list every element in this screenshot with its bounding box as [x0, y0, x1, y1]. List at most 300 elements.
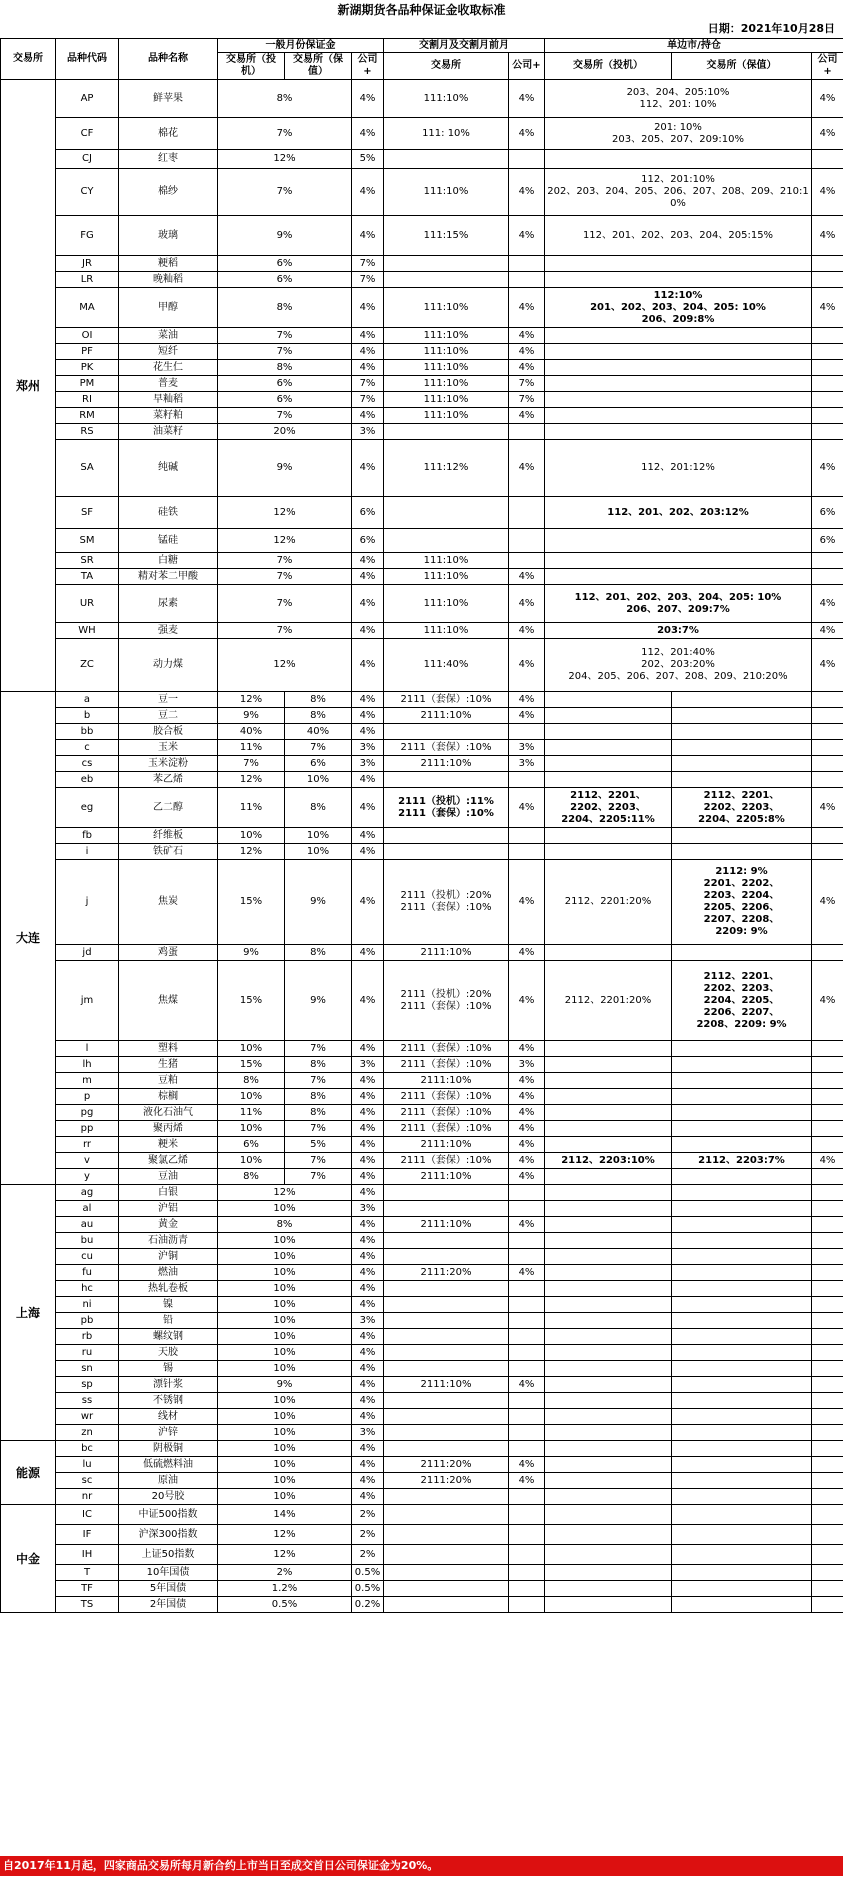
company-add-cell: 3% [352, 1057, 384, 1073]
unilateral-hedge-cell [672, 844, 812, 860]
unilateral-hedge-cell [672, 1121, 812, 1137]
delivery-company-cell: 4% [509, 360, 545, 376]
name-cell: 铁矿石 [119, 844, 218, 860]
delivery-margin-cell [384, 1545, 509, 1565]
table-row [1, 1457, 843, 1473]
unilateral-hedge-cell [672, 1345, 812, 1361]
company-add-cell: 4% [352, 1361, 384, 1377]
delivery-company-cell [509, 497, 545, 529]
unilateral-company-cell [812, 772, 843, 788]
unilateral-company-cell [812, 1185, 843, 1201]
unilateral-hedge-cell [672, 1565, 812, 1581]
unilateral-company-cell [812, 150, 843, 169]
unilateral-margin-cell: 112:10% 201、202、203、204、205: 10% 206、209:8% [545, 288, 812, 328]
unilateral-company-cell [812, 1041, 843, 1057]
name-cell: 早籼稻 [119, 392, 218, 408]
code-cell: i [56, 844, 119, 860]
delivery-margin-cell [384, 1329, 509, 1345]
table-row [1, 1169, 843, 1185]
delivery-company-cell: 3% [509, 740, 545, 756]
company-add-cell: 3% [352, 1425, 384, 1441]
general-margin-cell: 8% [218, 80, 352, 118]
delivery-margin-cell [384, 497, 509, 529]
code-cell: hc [56, 1281, 119, 1297]
header-delivery: 交割月及交割月前月 [384, 39, 545, 53]
name-cell: 菜籽粕 [119, 408, 218, 424]
general-margin-cell: 7% [218, 623, 352, 639]
general-margin-cell: 6% [218, 392, 352, 408]
name-cell: 聚丙烯 [119, 1121, 218, 1137]
delivery-company-cell [509, 529, 545, 553]
company-add-cell: 4% [352, 169, 384, 216]
delivery-margin-cell [384, 1393, 509, 1409]
delivery-margin-cell: 111:12% [384, 440, 509, 497]
unilateral-hedge-cell [672, 1233, 812, 1249]
name-cell: 液化石油气 [119, 1105, 218, 1121]
unilateral-company-cell: 4% [812, 80, 843, 118]
table-row [1, 529, 843, 553]
unilateral-company-cell [812, 272, 843, 288]
company-add-cell: 2% [352, 1525, 384, 1545]
page-title: 新湖期货各品种保证金收取标准 [337, 3, 506, 17]
name-cell: 纤维板 [119, 828, 218, 844]
name-cell: 漂针浆 [119, 1377, 218, 1393]
unilateral-company-cell [812, 1525, 843, 1545]
unilateral-hedge-cell [672, 1105, 812, 1121]
company-add-cell: 4% [352, 408, 384, 424]
delivery-margin-cell: 2111（套保）:10% [384, 692, 509, 708]
unilateral-margin-cell: 112、201:12% [545, 440, 812, 497]
unilateral-hedge-cell [672, 1441, 812, 1457]
header-spec: 交易所（投机） [218, 53, 285, 80]
hedge-margin-cell: 8% [285, 692, 352, 708]
code-cell: UR [56, 585, 119, 623]
company-add-cell: 4% [352, 288, 384, 328]
delivery-margin-cell: 111:10% [384, 376, 509, 392]
name-cell: 豆粕 [119, 1073, 218, 1089]
company-add-cell: 4% [352, 724, 384, 740]
unilateral-hedge-cell: 2112、2201、 2202、2203、 2204、2205、 2206、2207、 2208、2209: 9% [672, 961, 812, 1041]
name-cell: 焦炭 [119, 860, 218, 945]
company-add-cell: 3% [352, 1201, 384, 1217]
code-cell: T [56, 1565, 119, 1581]
unilateral-company-cell: 4% [812, 585, 843, 623]
delivery-margin-cell: 111:10% [384, 553, 509, 569]
unilateral-spec-cell [545, 756, 672, 772]
unilateral-company-cell [812, 740, 843, 756]
table-row [1, 440, 843, 497]
code-cell: IH [56, 1545, 119, 1565]
spec-margin-cell: 12% [218, 844, 285, 860]
unilateral-company-cell [812, 1361, 843, 1377]
table-row [1, 392, 843, 408]
company-add-cell: 3% [352, 424, 384, 440]
general-margin-cell: 8% [218, 288, 352, 328]
name-cell: 尿素 [119, 585, 218, 623]
code-cell: eg [56, 788, 119, 828]
spec-margin-cell: 11% [218, 788, 285, 828]
code-cell: cs [56, 756, 119, 772]
delivery-company-cell: 4% [509, 118, 545, 150]
unilateral-hedge-cell [672, 1313, 812, 1329]
delivery-company-cell [509, 1361, 545, 1377]
table-row [1, 1041, 843, 1057]
unilateral-company-cell [812, 1121, 843, 1137]
delivery-margin-cell: 2111:10% [384, 708, 509, 724]
unilateral-spec-cell [545, 1185, 672, 1201]
delivery-margin-cell: 111:10% [384, 408, 509, 424]
header-unilateral-company: 公司+ [812, 53, 843, 80]
spec-margin-cell: 15% [218, 961, 285, 1041]
spec-margin-cell: 15% [218, 860, 285, 945]
company-add-cell: 4% [352, 844, 384, 860]
general-margin-cell: 10% [218, 1313, 352, 1329]
unilateral-company-cell [812, 1089, 843, 1105]
footer-note: 自2017年11月起，四家商品交易所每月新合约上市当日至成交首日公司保证金为20%。 [0, 1856, 843, 1876]
general-margin-cell: 7% [218, 118, 352, 150]
table-row [1, 1073, 843, 1089]
unilateral-spec-cell [545, 1377, 672, 1393]
code-cell: c [56, 740, 119, 756]
unilateral-spec-cell [545, 724, 672, 740]
name-cell: 白糖 [119, 553, 218, 569]
table-row [1, 408, 843, 424]
table-row [1, 1377, 843, 1393]
unilateral-spec-cell [545, 1249, 672, 1265]
delivery-company-cell: 4% [509, 288, 545, 328]
code-cell: pg [56, 1105, 119, 1121]
unilateral-hedge-cell [672, 1377, 812, 1393]
company-add-cell: 4% [352, 945, 384, 961]
unilateral-company-cell [812, 376, 843, 392]
delivery-margin-cell: 2111:10% [384, 1217, 509, 1233]
code-cell: wr [56, 1409, 119, 1425]
delivery-company-cell: 4% [509, 961, 545, 1041]
table-row [1, 1409, 843, 1425]
code-cell: cu [56, 1249, 119, 1265]
general-margin-cell: 10% [218, 1201, 352, 1217]
header-general: 一般月份保证金 [218, 39, 384, 53]
unilateral-company-cell [812, 945, 843, 961]
name-cell: 玉米 [119, 740, 218, 756]
company-add-cell: 6% [352, 529, 384, 553]
unilateral-margin-cell: 112、201:10% 202、203、204、205、206、207、208、209、210:10% [545, 169, 812, 216]
general-margin-cell: 9% [218, 216, 352, 256]
unilateral-margin-cell [545, 150, 812, 169]
unilateral-hedge-cell [672, 1545, 812, 1565]
unilateral-company-cell [812, 360, 843, 376]
delivery-margin-cell: 2111（投机）:20% 2111（套保）:10% [384, 860, 509, 945]
unilateral-company-cell [812, 1201, 843, 1217]
name-cell: 5年国债 [119, 1581, 218, 1597]
name-cell: 铅 [119, 1313, 218, 1329]
unilateral-company-cell: 4% [812, 860, 843, 945]
unilateral-hedge-cell [672, 1425, 812, 1441]
table-row [1, 169, 843, 216]
delivery-margin-cell: 2111（投机）:11% 2111（套保）:10% [384, 788, 509, 828]
table-row [1, 553, 843, 569]
company-add-cell: 4% [352, 1185, 384, 1201]
general-margin-cell: 12% [218, 1525, 352, 1545]
code-cell: SF [56, 497, 119, 529]
unilateral-spec-cell: 2112、2203:10% [545, 1153, 672, 1169]
delivery-margin-cell [384, 256, 509, 272]
unilateral-hedge-cell [672, 1473, 812, 1489]
unilateral-margin-cell: 203、204、205:10% 112、201: 10% [545, 80, 812, 118]
table-row [1, 860, 843, 945]
delivery-margin-cell: 2111:10% [384, 1137, 509, 1153]
code-cell: ni [56, 1297, 119, 1313]
general-margin-cell: 10% [218, 1233, 352, 1249]
unilateral-company-cell [812, 1545, 843, 1565]
delivery-margin-cell [384, 724, 509, 740]
table-row [1, 740, 843, 756]
table-row [1, 1345, 843, 1361]
delivery-margin-cell [384, 772, 509, 788]
unilateral-company-cell [812, 724, 843, 740]
unilateral-spec-cell [545, 828, 672, 844]
code-cell: ru [56, 1345, 119, 1361]
code-cell: PM [56, 376, 119, 392]
delivery-company-cell: 4% [509, 1073, 545, 1089]
unilateral-margin-cell [545, 529, 812, 553]
table-row [1, 1565, 843, 1581]
general-margin-cell: 6% [218, 272, 352, 288]
name-cell: 豆二 [119, 708, 218, 724]
general-margin-cell: 10% [218, 1345, 352, 1361]
name-cell: 镍 [119, 1297, 218, 1313]
unilateral-spec-cell [545, 1525, 672, 1545]
code-cell: LR [56, 272, 119, 288]
delivery-company-cell: 7% [509, 376, 545, 392]
unilateral-margin-cell: 112、201、202、203、204、205: 10% 206、207、209:7% [545, 585, 812, 623]
delivery-company-cell: 4% [509, 1137, 545, 1153]
table-row [1, 256, 843, 272]
code-cell: lh [56, 1057, 119, 1073]
table-row [1, 118, 843, 150]
unilateral-hedge-cell [672, 1505, 812, 1525]
general-margin-cell: 10% [218, 1361, 352, 1377]
unilateral-hedge-cell [672, 724, 812, 740]
delivery-company-cell [509, 844, 545, 860]
code-cell: sp [56, 1377, 119, 1393]
company-add-cell: 4% [352, 772, 384, 788]
code-cell: PF [56, 344, 119, 360]
delivery-margin-cell: 2111:10% [384, 756, 509, 772]
unilateral-spec-cell [545, 1565, 672, 1581]
unilateral-margin-cell [545, 569, 812, 585]
name-cell: 豆油 [119, 1169, 218, 1185]
company-add-cell: 4% [352, 1169, 384, 1185]
name-cell: 沪锌 [119, 1425, 218, 1441]
code-cell: MA [56, 288, 119, 328]
company-add-cell: 4% [352, 1473, 384, 1489]
company-add-cell: 3% [352, 1313, 384, 1329]
spec-margin-cell: 11% [218, 740, 285, 756]
unilateral-company-cell [812, 1281, 843, 1297]
unilateral-company-cell: 4% [812, 440, 843, 497]
code-cell: nr [56, 1489, 119, 1505]
company-add-cell: 4% [352, 1121, 384, 1137]
name-cell: 晚籼稻 [119, 272, 218, 288]
name-cell: 沪铝 [119, 1201, 218, 1217]
delivery-margin-cell: 111:10% [384, 569, 509, 585]
unilateral-hedge-cell [672, 756, 812, 772]
unilateral-spec-cell [545, 1105, 672, 1121]
general-margin-cell: 10% [218, 1393, 352, 1409]
table-row [1, 1201, 843, 1217]
table-row [1, 1581, 843, 1597]
unilateral-spec-cell [545, 1545, 672, 1565]
name-cell: 焦煤 [119, 961, 218, 1041]
name-cell: 强麦 [119, 623, 218, 639]
spec-margin-cell: 9% [218, 708, 285, 724]
code-cell: j [56, 860, 119, 945]
table-row [1, 1089, 843, 1105]
unilateral-hedge-cell [672, 692, 812, 708]
table-row [1, 1441, 843, 1457]
company-add-cell: 7% [352, 272, 384, 288]
unilateral-company-cell [812, 569, 843, 585]
spec-margin-cell: 10% [218, 828, 285, 844]
name-cell: 乙二醇 [119, 788, 218, 828]
company-add-cell: 2% [352, 1505, 384, 1525]
code-cell: rr [56, 1137, 119, 1153]
code-cell: fu [56, 1265, 119, 1281]
name-cell: 锡 [119, 1361, 218, 1377]
company-add-cell: 7% [352, 256, 384, 272]
general-margin-cell: 7% [218, 344, 352, 360]
general-margin-cell: 12% [218, 1185, 352, 1201]
delivery-company-cell: 4% [509, 639, 545, 692]
unilateral-spec-cell [545, 692, 672, 708]
delivery-company-cell: 4% [509, 860, 545, 945]
name-cell: 硅铁 [119, 497, 218, 529]
unilateral-spec-cell [545, 1297, 672, 1313]
delivery-company-cell: 4% [509, 1265, 545, 1281]
unilateral-hedge-cell [672, 1361, 812, 1377]
unilateral-spec-cell [545, 1329, 672, 1345]
company-add-cell: 4% [352, 692, 384, 708]
unilateral-hedge-cell [672, 1185, 812, 1201]
delivery-company-cell: 4% [509, 1217, 545, 1233]
code-cell: IF [56, 1525, 119, 1545]
delivery-margin-cell [384, 1581, 509, 1597]
unilateral-spec-cell [545, 1233, 672, 1249]
name-cell: 菜油 [119, 328, 218, 344]
company-add-cell: 4% [352, 1233, 384, 1249]
name-cell: 甲醇 [119, 288, 218, 328]
code-cell: ag [56, 1185, 119, 1201]
company-add-cell: 4% [352, 1409, 384, 1425]
unilateral-spec-cell [545, 1169, 672, 1185]
delivery-margin-cell: 2111:10% [384, 945, 509, 961]
hedge-margin-cell: 7% [285, 1153, 352, 1169]
unilateral-company-cell [812, 1233, 843, 1249]
unilateral-margin-cell: 112、201、202、203、204、205:15% [545, 216, 812, 256]
delivery-margin-cell: 2111（套保）:10% [384, 1057, 509, 1073]
delivery-company-cell: 3% [509, 1057, 545, 1073]
spec-margin-cell: 9% [218, 945, 285, 961]
delivery-company-cell [509, 1313, 545, 1329]
delivery-margin-cell [384, 828, 509, 844]
unilateral-company-cell [812, 1489, 843, 1505]
table-row [1, 272, 843, 288]
unilateral-company-cell [812, 1393, 843, 1409]
code-cell: rb [56, 1329, 119, 1345]
code-cell: m [56, 1073, 119, 1089]
name-cell: 10年国债 [119, 1565, 218, 1581]
delivery-margin-cell [384, 272, 509, 288]
unilateral-company-cell: 4% [812, 639, 843, 692]
name-cell: 棉花 [119, 118, 218, 150]
unilateral-spec-cell [545, 945, 672, 961]
company-add-cell: 4% [352, 828, 384, 844]
name-cell: 红枣 [119, 150, 218, 169]
table-row [1, 623, 843, 639]
table-row [1, 1361, 843, 1377]
general-margin-cell: 10% [218, 1281, 352, 1297]
delivery-company-cell [509, 828, 545, 844]
table-row [1, 1393, 843, 1409]
general-margin-cell: 9% [218, 1377, 352, 1393]
unilateral-spec-cell [545, 1505, 672, 1525]
delivery-company-cell [509, 1185, 545, 1201]
unilateral-company-cell [812, 1581, 843, 1597]
unilateral-spec-cell [545, 1041, 672, 1057]
general-margin-cell: 10% [218, 1297, 352, 1313]
header-company: 公司+ [352, 53, 384, 80]
margin-table [0, 38, 843, 1613]
code-cell: a [56, 692, 119, 708]
header-delivery-exchange: 交易所 [384, 53, 509, 80]
unilateral-company-cell [812, 1473, 843, 1489]
unilateral-spec-cell [545, 1201, 672, 1217]
name-cell: 原油 [119, 1473, 218, 1489]
delivery-company-cell [509, 1201, 545, 1217]
name-cell: 精对苯二甲酸 [119, 569, 218, 585]
general-margin-cell: 14% [218, 1505, 352, 1525]
hedge-margin-cell: 7% [285, 1169, 352, 1185]
delivery-company-cell [509, 1329, 545, 1345]
table-row [1, 772, 843, 788]
general-margin-cell: 7% [218, 408, 352, 424]
table-row [1, 1525, 843, 1545]
spec-margin-cell: 15% [218, 1057, 285, 1073]
delivery-margin-cell: 111:10% [384, 328, 509, 344]
unilateral-company-cell: 4% [812, 216, 843, 256]
delivery-company-cell [509, 1525, 545, 1545]
unilateral-company-cell [812, 328, 843, 344]
delivery-margin-cell: 111:10% [384, 288, 509, 328]
table-row [1, 788, 843, 828]
delivery-margin-cell: 2111（套保）:10% [384, 740, 509, 756]
company-add-cell: 4% [352, 1345, 384, 1361]
spec-margin-cell: 10% [218, 1041, 285, 1057]
delivery-company-cell [509, 724, 545, 740]
unilateral-spec-cell [545, 1073, 672, 1089]
code-cell: IC [56, 1505, 119, 1525]
delivery-company-cell: 4% [509, 569, 545, 585]
spec-margin-cell: 40% [218, 724, 285, 740]
table-row [1, 1265, 843, 1281]
general-margin-cell: 7% [218, 585, 352, 623]
unilateral-hedge-cell [672, 772, 812, 788]
unilateral-company-cell [812, 1425, 843, 1441]
unilateral-margin-cell: 112、201、202、203:12% [545, 497, 812, 529]
delivery-margin-cell [384, 1313, 509, 1329]
unilateral-spec-cell [545, 1137, 672, 1153]
